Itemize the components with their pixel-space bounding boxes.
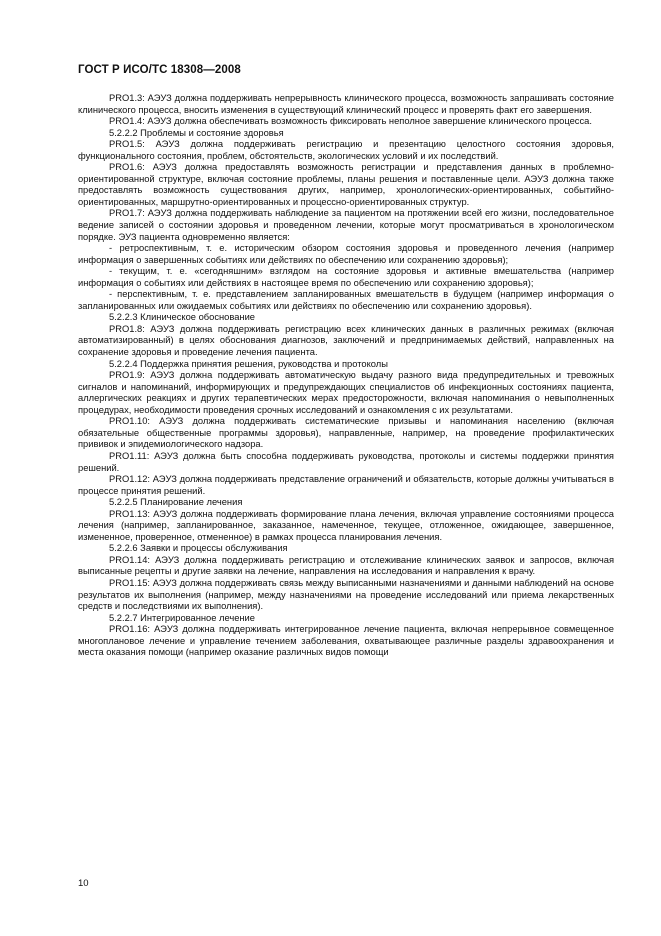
- paragraph: PRO1.10: АЭУЗ должна поддерживать систематические призывы и напоминания населению (включая обязательные общественные программы здоровья), направленные, например, на проведение профилактических прививок и эпидемиологического надзора.: [78, 416, 614, 450]
- paragraph: PRO1.7: АЭУЗ должна поддерживать наблюдение за пациентом на протяжении всей его жизни, последовательное ведение записей о состоянии здоровья и проведенном лечении, которые могут просматриваться в хронологическом порядке. ЭУЗ пациента одновременно является:: [78, 208, 614, 242]
- section-heading: 5.2.2.3 Клиническое обоснование: [109, 312, 255, 323]
- paragraph: PRO1.13: АЭУЗ должна поддерживать формирование плана лечения, включая управление состояниями процесса лечения (например, запланированное, заказанное, намеченное, текущее, отложенное, ожидающее, завершенное, измененное, проверенное, отмененное) в рамках процесса планирования лечения.: [78, 508, 614, 542]
- section-heading: 5.2.2.4 Поддержка принятия решения, руководства и протоколы: [109, 358, 388, 369]
- list-item: - текущим, т. е. «сегодняшним» взглядом на состояние здоровья и активные вмешательства (например информация о событиях или действиях в настоящее время по обеспечению или сохранению здоровья);: [78, 266, 614, 288]
- paragraph: PRO1.16: АЭУЗ должна поддерживать интегрированное лечение пациента, включая непрерывное совмещенное многоплановое лечение и управление течением заболевания, охватывающее различные разделы здравоохранения и места оказания помощи (например оказание различных видов помощи: [78, 624, 614, 658]
- paragraph: PRO1.9: АЭУЗ должна поддерживать автоматическую выдачу разного вида предупредительных и тревожных сигналов и напоминаний, информирующих и предупреждающих специалистов об инфекционных состояниях пациента, аллергических реакциях и других терапевтических мерах предосторожности, включая напоминания о невыполненных процедурах, необходимости проведения срочных исследований и ознакомления с их результатами.: [78, 370, 614, 415]
- section-heading: 5.2.2.5 Планирование лечения: [109, 497, 243, 508]
- paragraph: PRO1.14: АЭУЗ должна поддерживать регистрацию и отслеживание клинических заявок и запросов, включая выписанные рецепты и другие заявки на лечение, направления на исследования и направления к врачу.: [78, 554, 614, 577]
- paragraph: PRO1.6: АЭУЗ должна предоставлять возможность регистрации и представления данных в проблемно-ориентированной структуре, включая состояние проблемы, планы решения и поставленные цели. АЭУЗ должна также предоставлять возможность существования других, например, хронологических-ориентированных, событийно-ориентированных, маршрутно-ориентированных и процессно-ориентированных структур.: [78, 162, 614, 207]
- list-item: - ретроспективным, т. е. историческим обзором состояния здоровья и проведенного лечения (например информация о завершенных событиях или действиях по обеспечению или сохранению здоровья);: [78, 243, 614, 265]
- section-heading: 5.2.2.2 Проблемы и состояние здоровья: [109, 127, 284, 138]
- paragraph: PRO1.12: АЭУЗ должна поддерживать представление ограничений и обязательств, которые должны учитываться в процессе принятия решений.: [78, 474, 614, 496]
- paragraph: PRO1.3: АЭУЗ должна поддерживать непрерывность клинического процесса, возможность запрашивать состояние клинического процесса, вносить изменения в существующий клинический процесс и проверять факт его завершения.: [78, 93, 614, 115]
- document-header: ГОСТ Р ИСО/ТС 18308—2008: [78, 64, 241, 76]
- paragraph: PRO1.5: АЭУЗ должна поддерживать регистрацию и презентацию целостного состояния здоровья, функционального состояния, проблем, обстоятельств, экологических условий и их последствий.: [78, 139, 614, 161]
- paragraph: PRO1.11: АЭУЗ должна быть способна поддерживать руководства, протоколы и системы поддержки принятия решений.: [78, 450, 614, 473]
- section-heading: 5.2.2.7 Интегрированное лечение: [109, 612, 255, 623]
- page-number: 10: [78, 878, 89, 889]
- paragraph: PRO1.4: АЭУЗ должна обеспечивать возможность фиксировать неполное завершение клинического процесса.: [109, 116, 592, 127]
- section-heading: 5.2.2.6 Заявки и процессы обслуживания: [109, 543, 288, 554]
- paragraph: PRO1.8: АЭУЗ должна поддерживать регистрацию всех клинических данных в различных режимах (включая автоматизированный) в целях обоснования диагнозов, заключений и предпринимаемых действий, направленных на сохранение здоровья и проведение лечения пациента.: [78, 323, 614, 358]
- document-body: [78, 93, 614, 659]
- list-item: - перспективным, т. е. представлением запланированных вмешательств в будущем (например информация о запланированных или ожидаемых событиях или действиях по обеспечению или сохранению здоровья).: [78, 289, 614, 311]
- paragraph: PRO1.15: АЭУЗ должна поддерживать связь между выписанными назначениями и данными наблюдений на основе результатов их выполнения (например, между назначениями на проведение исследований или приема лекарственных средств и последствиями их выполнения).: [78, 577, 614, 612]
